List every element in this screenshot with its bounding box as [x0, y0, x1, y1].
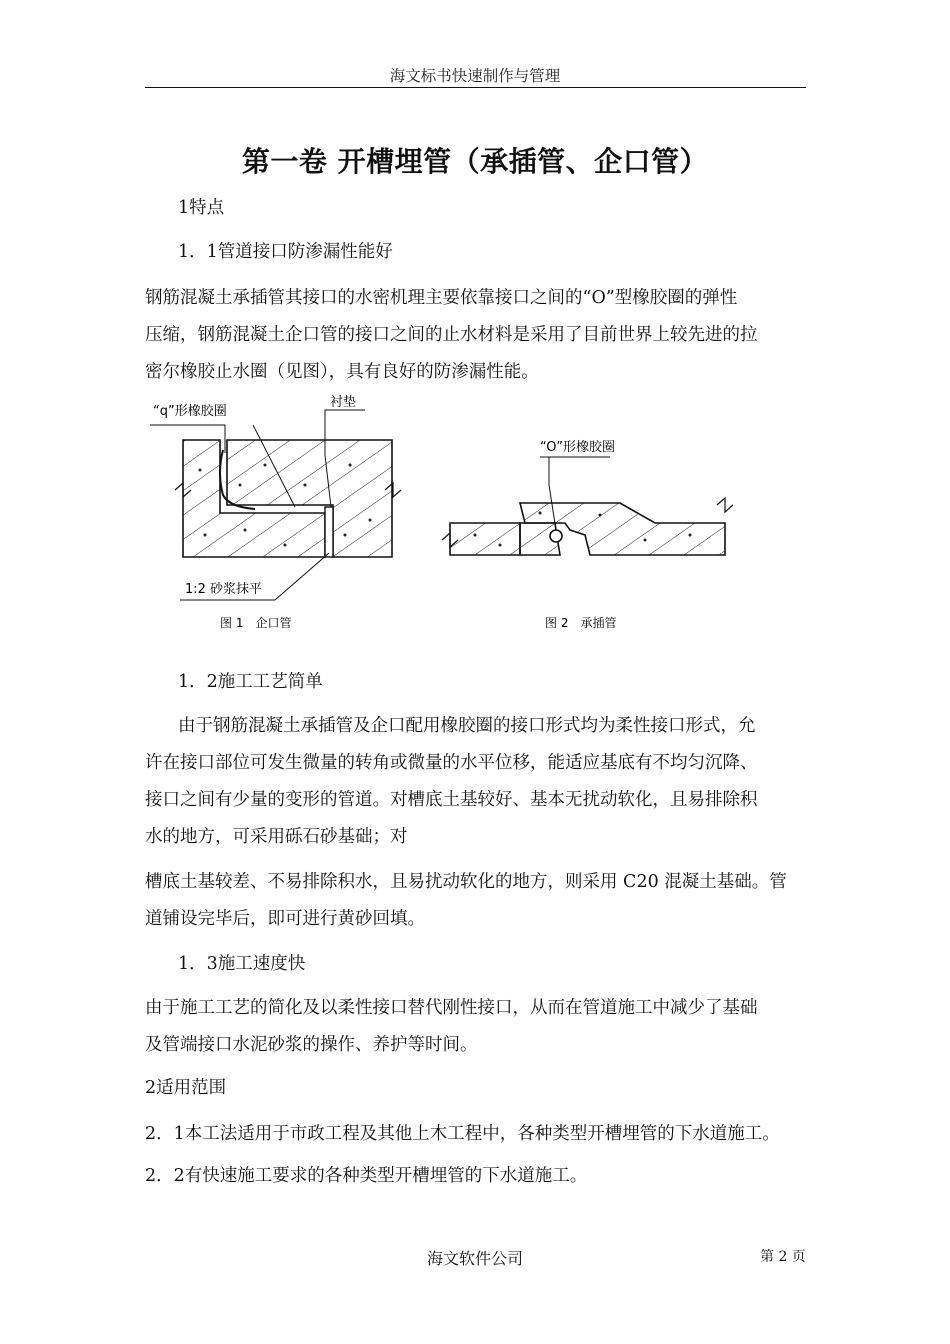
fig2-caption: 图 2 承插管	[545, 616, 617, 630]
section-1-2-paragraph-a	[145, 708, 817, 856]
paragraph-line: 许在接口部位可发生微量的转角或微量的水平位移，能适应基底有不均匀沉降、	[145, 753, 758, 773]
figure-2-drawing	[442, 457, 733, 555]
paragraph-line: 道铺设完毕后，即可进行黄砂回填。	[145, 909, 425, 929]
paragraph-line: 由于施工工艺的简化及以柔性接口替代刚性接口，从而在管道施工中减少了基础	[145, 998, 758, 1018]
document-title: 第一卷 开槽埋管（承插管、企口管）	[241, 145, 709, 178]
section-1-heading: 1特点	[178, 198, 225, 218]
fig2-o-ring-label: “O”形橡胶圈	[540, 440, 616, 455]
paragraph-line: 槽底土基较差、不易排除积水，且易扰动软化的地方，则采用 C20 混凝土基础。管	[145, 872, 787, 892]
header-rule	[145, 87, 806, 88]
pipe-joint-drawing	[145, 395, 745, 640]
fig1-liner-label: 衬垫	[330, 395, 357, 410]
section-2-1-item: 2．1本工法适用于市政工程及其他上木工程中，各种类型开槽埋管的下水道施工。	[145, 1124, 780, 1144]
paragraph-line: 压缩，钢筋混凝土企口管的接口之间的止水材料是采用了目前世界上较先进的拉	[145, 325, 758, 345]
section-2-2-item: 2．2有快速施工要求的各种类型开槽埋管的下水道施工。	[145, 1166, 588, 1186]
figure-1-drawing	[150, 410, 401, 600]
paragraph-line: 由于钢筋混凝土承插管及企口配用橡胶圈的接口形式均为柔性接口形式，允	[178, 716, 756, 736]
section-1-3-paragraph	[145, 990, 817, 1064]
paragraph-line: 及管端接口水泥砂浆的操作、养护等时间。	[145, 1035, 478, 1055]
section-2-heading: 2适用范围	[145, 1078, 227, 1098]
fig1-q-ring-label: “q”形橡胶圈	[153, 404, 227, 419]
fig1-mortar-label: 1:2 砂浆抹平	[185, 582, 263, 597]
section-1-1-paragraph	[145, 280, 817, 391]
section-1-3-heading: 1．3施工速度快	[178, 954, 306, 974]
section-1-2-heading: 1．2施工工艺简单	[178, 672, 323, 692]
section-1-2-paragraph-b	[145, 864, 817, 938]
footer-company: 海文软件公司	[426, 1249, 523, 1268]
paragraph-line: 密尔橡胶止水圈（见图），具有良好的防渗漏性能。	[145, 362, 539, 382]
paragraph-line: 水的地方，可采用砾石砂基础；对	[145, 827, 408, 847]
section-1-1-heading: 1．1管道接口防渗漏性能好	[178, 242, 393, 262]
paragraph-line: 接口之间有少量的变形的管道。对槽底土基较好、基本无扰动软化，且易排除积	[145, 790, 758, 810]
page-number: 第 2 页	[760, 1249, 806, 1265]
paragraph-line: 钢筋混凝土承插管其接口的水密机理主要依靠接口之间的“O”型橡胶圈的弹性	[145, 288, 738, 308]
running-header: 海文标书快速制作与管理	[389, 67, 561, 85]
fig1-caption: 图 1 企口管	[220, 616, 292, 630]
pipe-joint-figure	[145, 395, 745, 644]
